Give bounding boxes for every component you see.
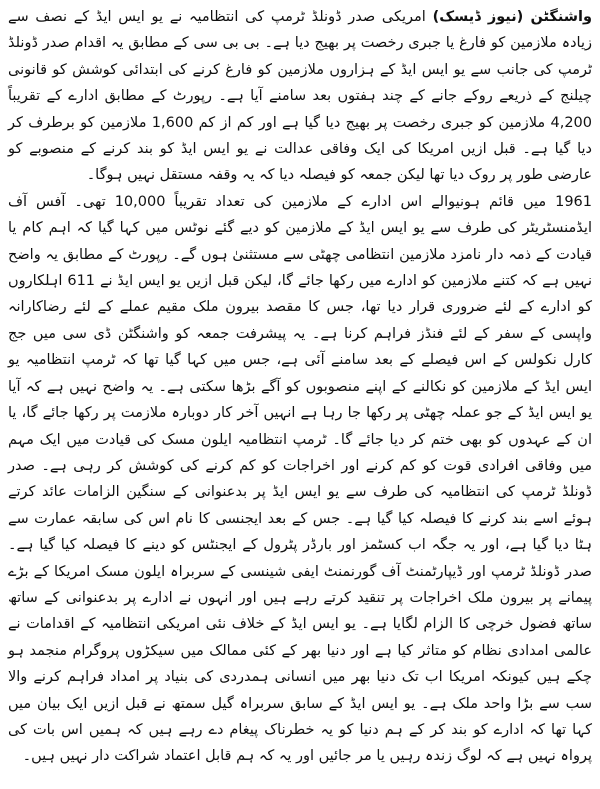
paragraph-2-text: 1961 میں قائم ہونیوالے اس ادارے کے ملازمین کی تعداد تقریباً 10,000 تھی۔ آفس آف ایڈمنسٹریٹر کی طرف سے یو ایس ایڈ کے ملازمین کو دیے گئے نوٹس میں کہا گیا کہ اہم کام یا قیادت کے ذمہ دار نامزد ملازمین انتظامی چھٹی سے مستثنیٰ ہوں گے۔ رپورٹ کے مطابق یہ واضح نہیں ہے کہ کتنے ملازمین کو ادارے میں رکھا جائے گا، لیکن قبل ازیں یو ایس ایڈ نے 611 اہلکاروں کو ادارے کے لئے ضروری قرار دیا تھا، جس کا مقصد بیرون ملک مقیم عملے کے لئے رضاکارانہ واپسی کے سفر کے لئے فنڈز فراہم کرنا ہے۔ یہ پیشرفت جمعہ کو واشنگٹن ڈی سی میں جج کارل نکولس کے اس فیصلے کے بعد سامنے آئی ہے، جس میں کہا گیا تھا کہ ٹرمپ انتظامیہ یو ایس ایڈ کے ملازمین کو نکالنے کے اپنے منصوبوں کو آگے بڑھا سکتی ہے۔ یہ واضح نہیں ہے کہ آیا یو ایس ایڈ کے جو عملہ چھٹی پر رکھا جا رہا ہے انہیں آخر کار دوبارہ ملازمت پر رکھا جائے گا، یا ان کے عہدوں کو بھی ختم کر دیا جائے گا۔ ٹرمپ انتظامیہ ایلون مسک کی قیادت میں ایک مہم میں وفاقی افرادی قوت کو کم کرنے اور اخراجات کو کم کرنے کی کوشش کر رہی ہے۔ صدر ڈونلڈ ٹرمپ کی انتظامیہ کی طرف سے یو ایس ایڈ پر بدعنوانی کے سنگین الزامات عائد کرتے ہوئے اسے بند کرنے کا فیصلہ کیا گیا ہے۔ جس کے بعد ایجنسی کا نام اس کی سابقہ عمارت سے ہٹا دیا گیا ہے، اور یہ جگہ اب کسٹمز اور بارڈر پٹرول کے ایجنٹس کو دینے کا فیصلہ کیا گیا ہے۔ صدر ڈونلڈ ٹرمپ اور ڈیپارٹمنٹ آف گورنمنٹ ایفی شینسی کے سربراہ ایلون مسک امریکا کے بڑے پیمانے پر بیرون ملک اخراجات پر تنقید کرتے رہے ہیں اور انہوں نے ادارے پر بدعنوانی کے ساتھ ساتھ فضول خرچی کا الزام لگایا ہے۔ یو ایس ایڈ کے خلاف نئی امریکی انتظامیہ کے اقدامات نے عالمی امدادی نظام کو متاثر کیا ہے اور دنیا بھر کے کئی ممالک میں سیکڑوں پروگرام منجمد ہو چکے ہیں کیونکہ امریکا اب تک دنیا بھر میں انسانی ہمدردی کی بنیاد پر امداد فراہم کرنے والا سب سے بڑا واحد ملک ہے۔ یو ایس ایڈ کے سابق سربراہ گیل سمتھ نے قبل ازیں ایک بیان میں کہا تھا کہ ادارے کو بند کر کے ہم دنیا کو یہ خطرناک پیغام دے رہے ہیں کہ ہمیں اس بات کی پرواہ نہیں ہے کہ لوگ زندہ رہیں یا مر جائیں اور یہ کہ ہم قابل اعتماد شراکت دار نہیں ہیں۔: [8, 193, 592, 765]
article-paragraph-1: [8, 4, 592, 189]
article-paragraph-2: [8, 189, 592, 770]
paragraph-1-text: امریکی صدر ڈونلڈ ٹرمپ کی انتظامیہ نے یو ایس ایڈ کے نصف سے زیادہ ملازمین کو فارغ یا جبری رخصت پر بھیج دیا ہے۔ بی بی سی کے مطابق یہ اقدام صدر ڈونلڈ ٹرمپ کی جانب سے یو ایس ایڈ کے ہزاروں ملازمین کو فارغ کرنے کی ابتدائی کوشش کو قانونی چیلنج کے ذریعے روکے جانے کے چند ہفتوں بعد سامنے آیا ہے۔ رپورٹ کے مطابق ادارے کے تقریباً 4,200 ملازمین کو جبری رخصت پر بھیج دیا گیا ہے اور کم از کم 1,600 ملازمین کو برطرف کر دیا گیا ہے۔ قبل ازیں امریکا کی ایک وفاقی عدالت نے یو ایس ایڈ کو بند کرنے کے منصوبے کو عارضی طور پر روک دیا تھا لیکن جمعہ کو فیصلہ دیا کہ یہ وقفہ مستقل نہیں ہوگا۔: [8, 9, 592, 184]
news-article: [8, 4, 592, 770]
dateline: واشنگٹن (نیوز ڈیسک): [432, 9, 593, 25]
